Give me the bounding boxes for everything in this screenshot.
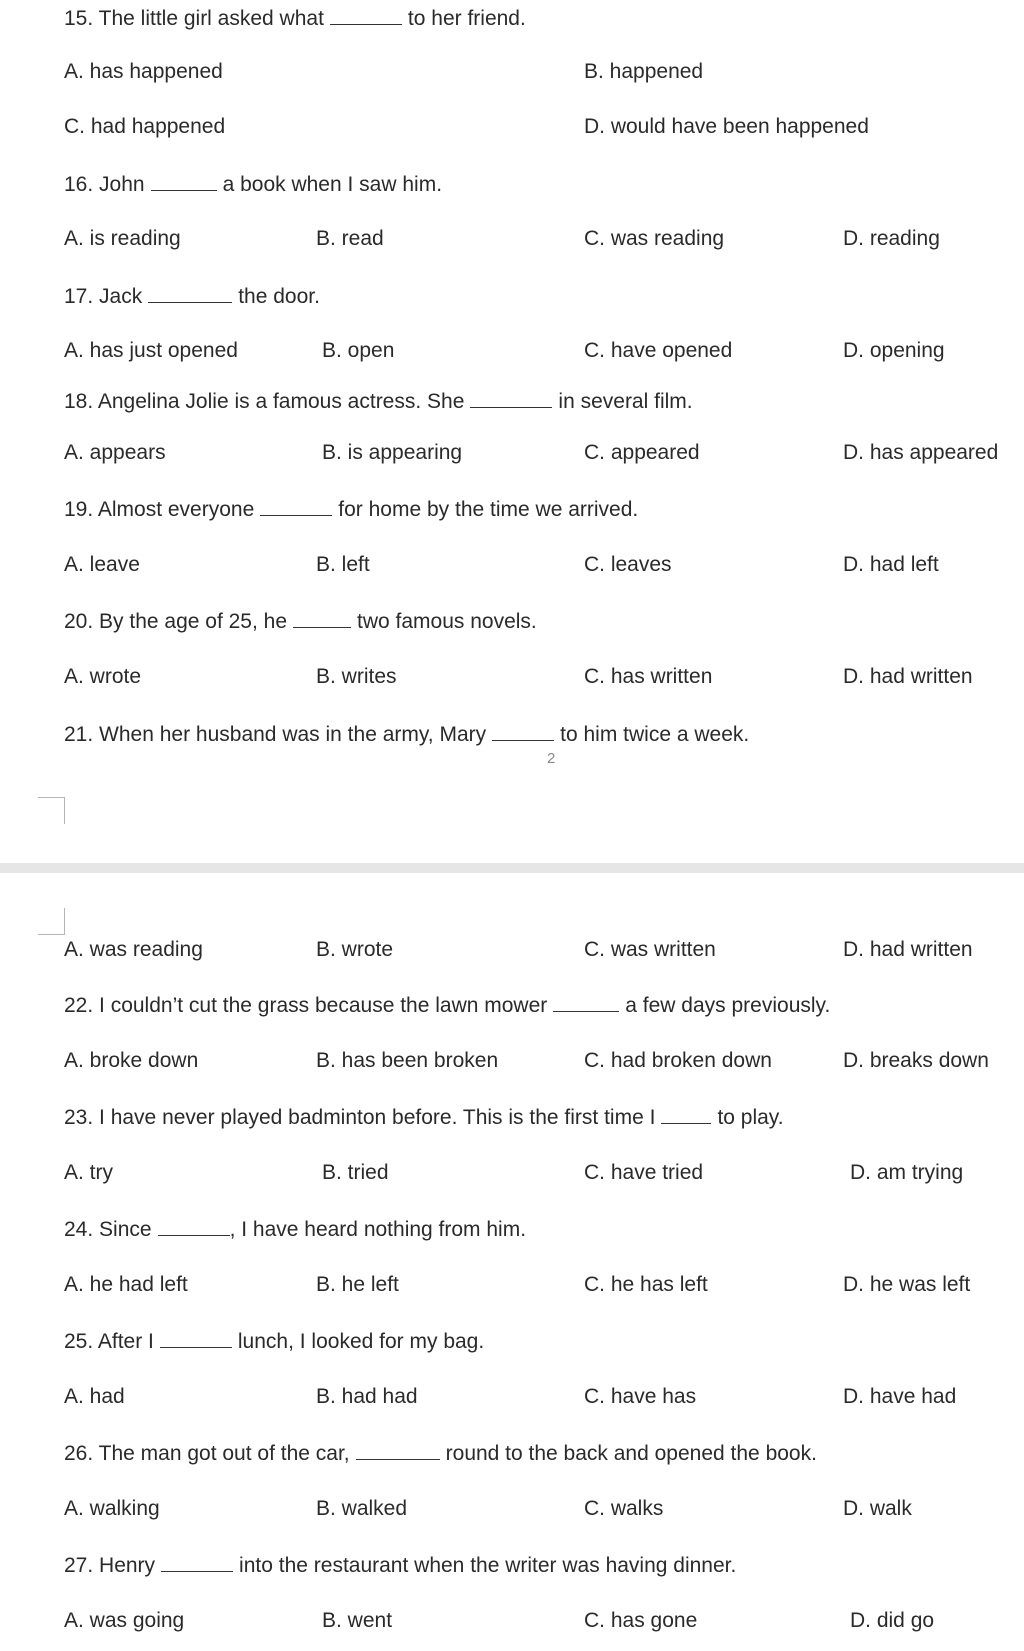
option-b: B. read	[316, 227, 384, 250]
question-24	[64, 1217, 526, 1242]
option-a: A. has just opened	[64, 339, 238, 362]
option-d: D. had left	[843, 553, 939, 576]
option-d: D. opening	[843, 339, 945, 362]
option-a: A. broke down	[64, 1049, 199, 1072]
option-c: C. walks	[584, 1497, 664, 1520]
question-23	[64, 1105, 784, 1130]
answer-blank	[260, 497, 332, 516]
question-text: a book when I saw him.	[222, 173, 443, 196]
option-b: B. walked	[316, 1497, 408, 1520]
page-corner-mark	[38, 908, 65, 935]
option-a: A. appears	[64, 441, 166, 464]
question-text: 17. Jack	[64, 285, 143, 308]
option-c: C. was written	[584, 938, 716, 961]
question-text: 26. The man got out of the car,	[64, 1442, 350, 1465]
question-text: , I have heard nothing from him.	[229, 1218, 527, 1241]
option-a: A. try	[64, 1161, 114, 1184]
question-26	[64, 1441, 817, 1466]
question-text: for home by the time we arrived.	[338, 498, 639, 521]
option-d: D. he was left	[843, 1273, 971, 1296]
question-text: 19. Almost everyone	[64, 498, 255, 521]
question-text: to play.	[717, 1106, 784, 1129]
answer-blank	[160, 1329, 232, 1348]
question-25	[64, 1329, 484, 1354]
option-a: A. leave	[64, 553, 140, 576]
question-text: lunch, I looked for my bag.	[237, 1330, 485, 1353]
answer-blank	[330, 6, 402, 25]
option-c: C. was reading	[584, 227, 725, 250]
question-18	[64, 389, 693, 414]
question-text: 21. When her husband was in the army, Mary	[64, 723, 487, 746]
option-b: B. wrote	[316, 938, 394, 961]
option-d: D. did go	[850, 1609, 935, 1632]
option-b: B. had had	[316, 1385, 418, 1408]
answer-blank	[148, 284, 232, 303]
question-27	[64, 1553, 736, 1578]
question-text: 16. John	[64, 173, 145, 196]
question-19	[64, 497, 638, 522]
option-c: C. he has left	[584, 1273, 708, 1296]
option-a: A. was reading	[64, 938, 203, 961]
option-b: B. is appearing	[322, 441, 463, 464]
question-21	[64, 722, 749, 747]
option-b: B. writes	[316, 665, 397, 688]
option-c: C. had happened	[64, 115, 226, 138]
question-text: 15. The little girl asked what	[64, 7, 324, 30]
option-d: D. has appeared	[843, 441, 999, 464]
answer-blank	[470, 389, 552, 408]
question-text: 25. After I	[64, 1330, 154, 1353]
option-a: A. he had left	[64, 1273, 188, 1296]
answer-blank	[356, 1441, 440, 1460]
option-a: A. walking	[64, 1497, 160, 1520]
question-text: two famous novels.	[357, 610, 537, 633]
option-b: B. left	[316, 553, 370, 576]
question-text: 23. I have never played badminton before. This is the first time I	[64, 1106, 656, 1129]
answer-blank	[661, 1105, 711, 1124]
page-number: 2	[547, 750, 556, 767]
option-c: C. has written	[584, 665, 713, 688]
question-text: into the restaurant when the writer was having dinner.	[239, 1554, 737, 1577]
question-text: 18. Angelina Jolie is a famous actress. She	[64, 390, 465, 413]
option-a: A. is reading	[64, 227, 181, 250]
option-d: D. had written	[843, 938, 973, 961]
option-d: D. have had	[843, 1385, 957, 1408]
answer-blank	[158, 1217, 230, 1236]
option-a: A. had	[64, 1385, 125, 1408]
answer-blank	[161, 1553, 233, 1572]
option-b: B. open	[322, 339, 395, 362]
option-d: D. reading	[843, 227, 940, 250]
question-text: 24. Since	[64, 1218, 152, 1241]
question-20	[64, 609, 537, 634]
option-c: C. have opened	[584, 339, 733, 362]
page-break	[0, 863, 1024, 873]
question-16	[64, 172, 442, 197]
option-b: B. has been broken	[316, 1049, 499, 1072]
question-text: 22. I couldn’t cut the grass because the lawn mower	[64, 994, 548, 1017]
option-c: C. had broken down	[584, 1049, 772, 1072]
option-d: D. would have been happened	[584, 115, 869, 138]
option-b: B. happened	[584, 60, 704, 83]
answer-blank	[293, 609, 351, 628]
answer-blank	[492, 722, 554, 741]
option-b: B. tried	[322, 1161, 389, 1184]
answer-blank	[553, 993, 619, 1012]
option-c: C. have has	[584, 1385, 697, 1408]
question-text: to him twice a week.	[560, 723, 750, 746]
page-corner-mark	[38, 797, 65, 824]
question-22	[64, 993, 830, 1018]
option-d: D. had written	[843, 665, 973, 688]
question-text: to her friend.	[407, 7, 526, 30]
option-a: A. has happened	[64, 60, 223, 83]
option-b: B. he left	[316, 1273, 399, 1296]
option-c: C. appeared	[584, 441, 700, 464]
question-15	[64, 6, 526, 31]
question-text: a few days previously.	[625, 994, 831, 1017]
option-d: D. breaks down	[843, 1049, 989, 1072]
question-text: the door.	[238, 285, 320, 308]
question-text: 20. By the age of 25, he	[64, 610, 288, 633]
option-c: C. has gone	[584, 1609, 698, 1632]
option-b: B. went	[322, 1609, 393, 1632]
option-c: C. leaves	[584, 553, 672, 576]
option-a: A. was going	[64, 1609, 185, 1632]
option-d: D. walk	[843, 1497, 912, 1520]
option-a: A. wrote	[64, 665, 142, 688]
question-17	[64, 284, 320, 309]
question-text: in several film.	[558, 390, 693, 413]
question-text: round to the back and opened the book.	[445, 1442, 817, 1465]
option-c: C. have tried	[584, 1161, 704, 1184]
answer-blank	[151, 172, 217, 191]
option-d: D. am trying	[850, 1161, 964, 1184]
question-text: 27. Henry	[64, 1554, 156, 1577]
